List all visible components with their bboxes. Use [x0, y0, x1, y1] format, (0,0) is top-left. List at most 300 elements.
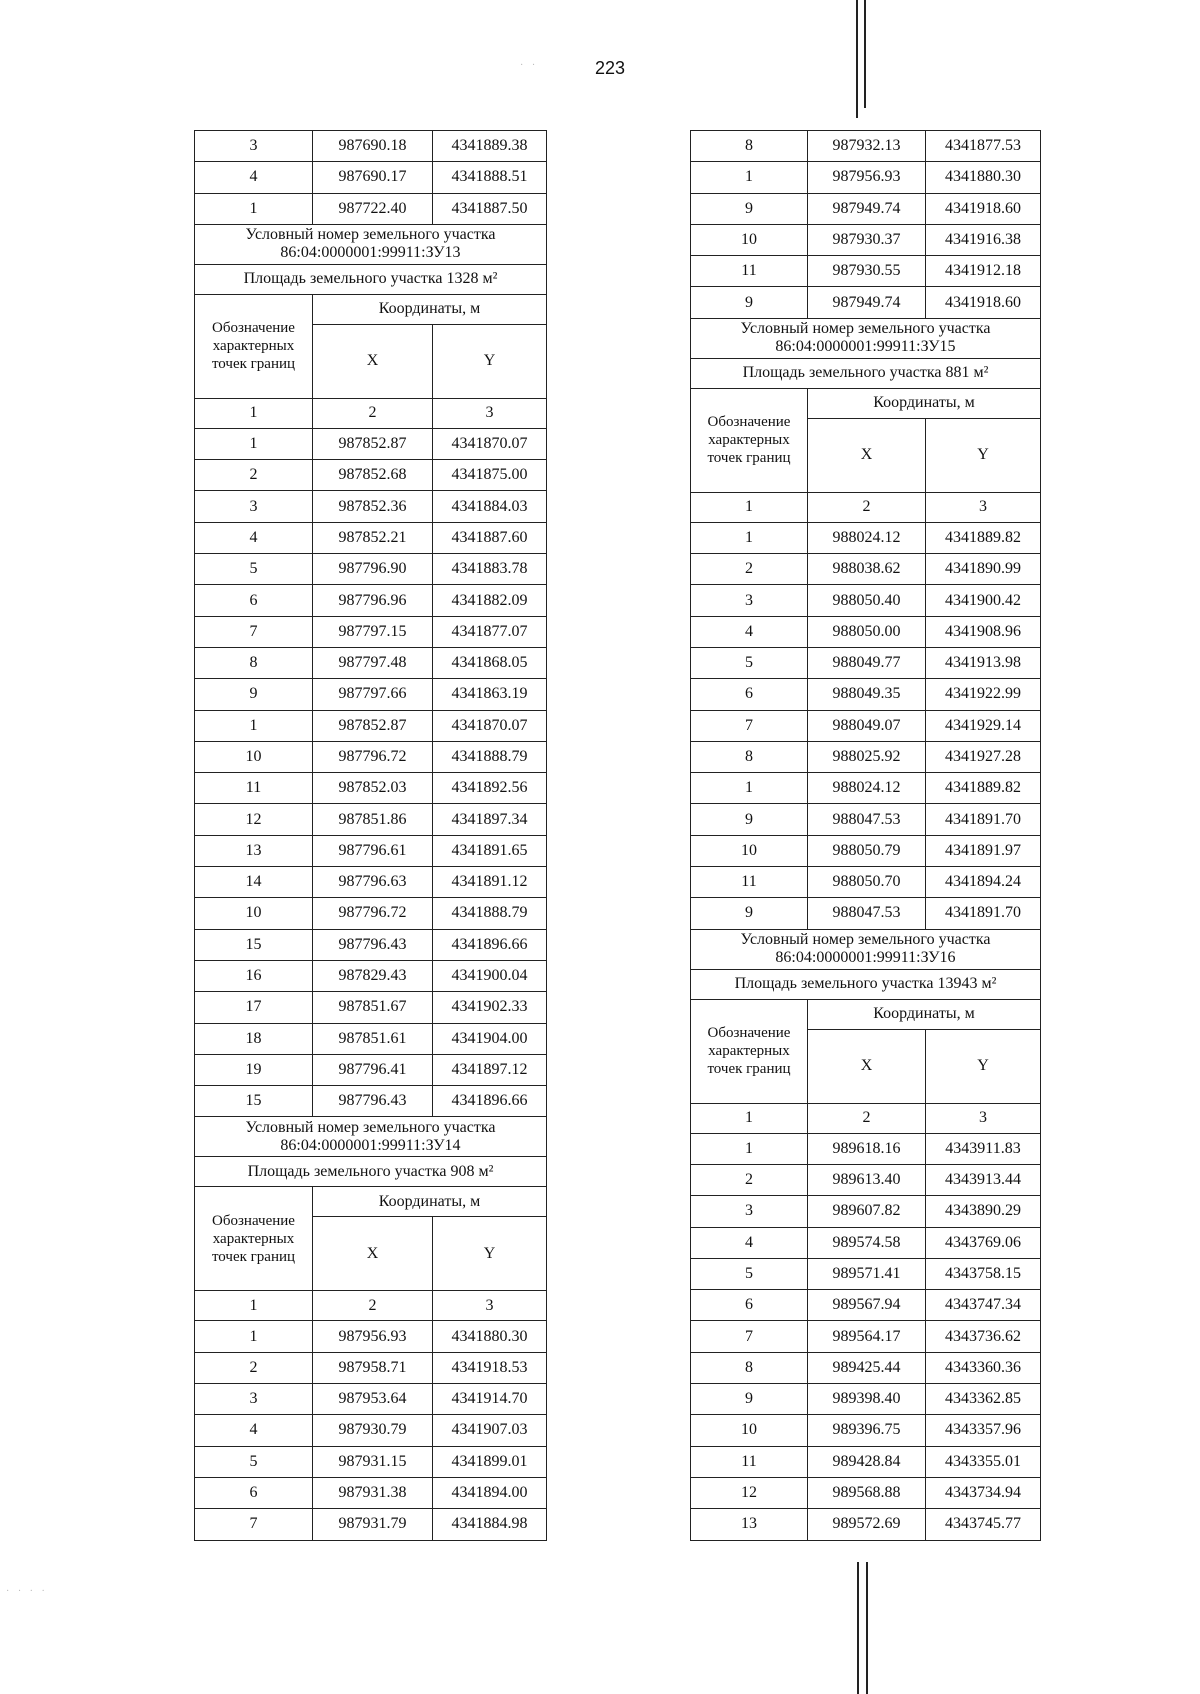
x-coordinate-cell: 989613.40 — [808, 1164, 926, 1195]
y-coordinate-cell: 4343758.15 — [926, 1258, 1041, 1289]
point-number-cell: 15 — [195, 929, 313, 960]
table-row — [691, 193, 1041, 224]
y-coordinate-cell: 4341888.51 — [433, 162, 547, 193]
coordinates-header: Координаты, м — [313, 1187, 547, 1217]
table-row — [195, 647, 547, 678]
x-coordinate-cell: 987956.93 — [808, 162, 926, 193]
y-coordinate-cell: 4341891.12 — [433, 867, 547, 898]
point-number-cell: 7 — [691, 710, 808, 741]
x-coordinate-cell: 987796.43 — [313, 1086, 433, 1117]
y-coordinate-cell: 4341891.97 — [926, 835, 1041, 866]
y-coordinate-cell: 4341877.53 — [926, 131, 1041, 162]
x-coordinate-cell: 987949.74 — [808, 287, 926, 318]
point-number-cell: 5 — [691, 1258, 808, 1289]
x-coordinate-cell: 989571.41 — [808, 1258, 926, 1289]
y-coordinate-cell: 4343355.01 — [926, 1446, 1041, 1477]
table-row — [691, 287, 1041, 318]
point-number-cell: 9 — [691, 898, 808, 929]
table-row — [195, 428, 547, 459]
table-row — [691, 131, 1041, 162]
point-number-cell: 10 — [691, 1415, 808, 1446]
scan-edge-line — [866, 1562, 868, 1694]
y-coordinate-cell: 4341884.98 — [433, 1509, 547, 1540]
x-coordinate-cell: 988038.62 — [808, 554, 926, 585]
column-number-3: 3 — [926, 492, 1041, 522]
y-coordinate-cell: 4341889.82 — [926, 522, 1041, 553]
y-coordinate-cell: 4341916.38 — [926, 224, 1041, 255]
y-coordinate-cell: 4341896.66 — [433, 1086, 547, 1117]
x-coordinate-cell: 987930.55 — [808, 256, 926, 287]
y-coordinate-cell: 4343890.29 — [926, 1196, 1041, 1227]
point-number-cell: 1 — [195, 710, 313, 741]
y-coordinate-cell: 4341889.82 — [926, 773, 1041, 804]
y-coordinate-cell: 4343362.85 — [926, 1384, 1041, 1415]
x-header: X — [808, 1029, 926, 1103]
table-row — [691, 867, 1041, 898]
scan-edge-line — [864, 0, 866, 108]
column-number-1: 1 — [195, 1291, 313, 1321]
x-coordinate-cell: 987931.15 — [313, 1446, 433, 1477]
x-coordinate-cell: 987931.38 — [313, 1477, 433, 1508]
y-coordinate-cell: 4341894.24 — [926, 867, 1041, 898]
table-row — [691, 898, 1041, 929]
x-coordinate-cell: 988047.53 — [808, 804, 926, 835]
x-coordinate-cell: 989396.75 — [808, 1415, 926, 1446]
point-number-cell: 3 — [195, 1384, 313, 1415]
x-header: X — [313, 324, 433, 398]
x-coordinate-cell: 987797.48 — [313, 647, 433, 678]
y-coordinate-cell: 4343745.77 — [926, 1509, 1041, 1540]
x-coordinate-cell: 987852.87 — [313, 710, 433, 741]
point-number-cell: 1 — [195, 193, 313, 224]
table-row — [691, 1321, 1041, 1352]
point-number-cell: 13 — [195, 835, 313, 866]
column-number-1: 1 — [691, 1103, 808, 1133]
y-coordinate-cell: 4341868.05 — [433, 647, 547, 678]
point-number-cell: 1 — [691, 162, 808, 193]
x-coordinate-cell: 987796.72 — [313, 741, 433, 772]
y-coordinate-cell: 4341891.70 — [926, 804, 1041, 835]
y-coordinate-cell: 4341900.42 — [926, 585, 1041, 616]
parcel-area: Площадь земельного участка 881 м² — [691, 358, 1041, 388]
x-coordinate-cell: 987851.86 — [313, 804, 433, 835]
y-coordinate-cell: 4341894.00 — [433, 1477, 547, 1508]
x-coordinate-cell: 987852.87 — [313, 428, 433, 459]
point-number-cell: 15 — [195, 1086, 313, 1117]
y-header: Y — [433, 324, 547, 398]
point-number-cell: 18 — [195, 1023, 313, 1054]
x-coordinate-cell: 987796.63 — [313, 867, 433, 898]
y-coordinate-cell: 4341907.03 — [433, 1415, 547, 1446]
point-number-cell: 8 — [691, 131, 808, 162]
x-coordinate-cell: 987930.79 — [313, 1415, 433, 1446]
table-row — [195, 491, 547, 522]
scan-edge-line — [856, 0, 858, 118]
point-number-cell: 13 — [691, 1509, 808, 1540]
table-row — [691, 710, 1041, 741]
point-number-cell: 16 — [195, 960, 313, 991]
y-coordinate-cell: 4343360.36 — [926, 1352, 1041, 1383]
designation-header: Обозначение характерных точек границ — [691, 388, 808, 492]
point-number-cell: 3 — [691, 585, 808, 616]
point-number-cell: 9 — [691, 1384, 808, 1415]
y-coordinate-cell: 4341880.30 — [433, 1321, 547, 1352]
table-row — [691, 773, 1041, 804]
table-row — [691, 522, 1041, 553]
y-header: Y — [926, 1029, 1041, 1103]
point-number-cell: 6 — [195, 1477, 313, 1508]
designation-header: Обозначение характерных точек границ — [195, 1187, 313, 1291]
y-coordinate-cell: 4341918.60 — [926, 193, 1041, 224]
y-coordinate-cell: 4341918.53 — [433, 1352, 547, 1383]
table-row — [691, 1384, 1041, 1415]
y-coordinate-cell: 4341900.04 — [433, 960, 547, 991]
table-row — [195, 1086, 547, 1117]
table-row — [691, 1133, 1041, 1164]
point-number-cell: 2 — [691, 1164, 808, 1195]
point-number-cell: 4 — [691, 1227, 808, 1258]
point-number-cell: 11 — [195, 773, 313, 804]
y-coordinate-cell: 4341863.19 — [433, 679, 547, 710]
x-coordinate-cell: 987796.90 — [313, 554, 433, 585]
table-row — [195, 1415, 547, 1446]
y-coordinate-cell: 4341883.78 — [433, 554, 547, 585]
table-row — [195, 992, 547, 1023]
y-coordinate-cell: 4341897.34 — [433, 804, 547, 835]
y-coordinate-cell: 4341887.50 — [433, 193, 547, 224]
x-coordinate-cell: 989572.69 — [808, 1509, 926, 1540]
point-number-cell: 11 — [691, 256, 808, 287]
point-number-cell: 1 — [691, 773, 808, 804]
x-coordinate-cell: 988050.40 — [808, 585, 926, 616]
scan-noise: · · — [520, 60, 539, 71]
parcel-area: Площадь земельного участка 1328 м² — [195, 264, 547, 294]
y-header: Y — [926, 418, 1041, 492]
column-number-3: 3 — [926, 1103, 1041, 1133]
coordinates-header: Координаты, м — [808, 999, 1041, 1029]
x-coordinate-cell: 987796.72 — [313, 898, 433, 929]
x-coordinate-cell: 987796.43 — [313, 929, 433, 960]
table-row — [195, 741, 547, 772]
x-coordinate-cell: 987852.03 — [313, 773, 433, 804]
point-number-cell: 2 — [195, 1352, 313, 1383]
y-coordinate-cell: 4341870.07 — [433, 428, 547, 459]
point-number-cell: 5 — [691, 647, 808, 678]
x-coordinate-cell: 987852.36 — [313, 491, 433, 522]
column-number-1: 1 — [195, 398, 313, 428]
x-coordinate-cell: 988049.77 — [808, 647, 926, 678]
x-coordinate-cell: 988024.12 — [808, 773, 926, 804]
y-header: Y — [433, 1217, 547, 1291]
table-row — [691, 647, 1041, 678]
x-coordinate-cell: 987797.15 — [313, 616, 433, 647]
y-coordinate-cell: 4343734.94 — [926, 1477, 1041, 1508]
point-number-cell: 8 — [691, 1352, 808, 1383]
point-number-cell: 8 — [691, 741, 808, 772]
parcel-number-title: Условный номер земельного участка 86:04:0000001:99911:ЗУ15 — [691, 318, 1041, 358]
parcel-area: Площадь земельного участка 13943 м² — [691, 969, 1041, 999]
x-coordinate-cell: 988050.70 — [808, 867, 926, 898]
x-coordinate-cell: 987851.67 — [313, 992, 433, 1023]
x-coordinate-cell: 988024.12 — [808, 522, 926, 553]
y-coordinate-cell: 4341912.18 — [926, 256, 1041, 287]
column-number-2: 2 — [313, 1291, 433, 1321]
x-coordinate-cell: 987949.74 — [808, 193, 926, 224]
point-number-cell: 19 — [195, 1054, 313, 1085]
point-number-cell: 6 — [691, 1290, 808, 1321]
table-row — [691, 835, 1041, 866]
table-row — [691, 224, 1041, 255]
point-number-cell: 10 — [691, 224, 808, 255]
y-coordinate-cell: 4341870.07 — [433, 710, 547, 741]
y-coordinate-cell: 4341897.12 — [433, 1054, 547, 1085]
table-row — [195, 131, 547, 162]
x-coordinate-cell: 989568.88 — [808, 1477, 926, 1508]
point-number-cell: 9 — [691, 193, 808, 224]
y-coordinate-cell: 4341880.30 — [926, 162, 1041, 193]
x-coordinate-cell: 987829.43 — [313, 960, 433, 991]
point-number-cell: 9 — [691, 287, 808, 318]
table-row — [195, 804, 547, 835]
column-number-3: 3 — [433, 1291, 547, 1321]
point-number-cell: 1 — [691, 1133, 808, 1164]
table-row — [691, 1258, 1041, 1289]
point-number-cell: 7 — [195, 1509, 313, 1540]
column-number-2: 2 — [808, 492, 926, 522]
x-coordinate-cell: 989618.16 — [808, 1133, 926, 1164]
point-number-cell: 1 — [195, 1321, 313, 1352]
table-row — [195, 1321, 547, 1352]
x-coordinate-cell: 987690.17 — [313, 162, 433, 193]
point-number-cell: 10 — [691, 835, 808, 866]
y-coordinate-cell: 4341891.65 — [433, 835, 547, 866]
point-number-cell: 4 — [195, 522, 313, 553]
point-number-cell: 6 — [691, 679, 808, 710]
x-coordinate-cell: 987690.18 — [313, 131, 433, 162]
x-header: X — [808, 418, 926, 492]
x-coordinate-cell: 989567.94 — [808, 1290, 926, 1321]
point-number-cell: 8 — [195, 647, 313, 678]
point-number-cell: 5 — [195, 1446, 313, 1477]
table-row — [195, 1509, 547, 1540]
table-row — [691, 1164, 1041, 1195]
y-coordinate-cell: 4341891.70 — [926, 898, 1041, 929]
table-row — [195, 1054, 547, 1085]
y-coordinate-cell: 4341892.56 — [433, 773, 547, 804]
table-row — [195, 867, 547, 898]
point-number-cell: 2 — [691, 554, 808, 585]
y-coordinate-cell: 4341918.60 — [926, 287, 1041, 318]
x-coordinate-cell: 987932.13 — [808, 131, 926, 162]
designation-header: Обозначение характерных точек границ — [691, 999, 808, 1103]
x-coordinate-cell: 988047.53 — [808, 898, 926, 929]
table-row — [195, 460, 547, 491]
point-number-cell: 7 — [195, 616, 313, 647]
x-coordinate-cell: 988050.79 — [808, 835, 926, 866]
point-number-cell: 9 — [195, 679, 313, 710]
table-row — [691, 1227, 1041, 1258]
y-coordinate-cell: 4343736.62 — [926, 1321, 1041, 1352]
table-row — [691, 741, 1041, 772]
table-row — [691, 1290, 1041, 1321]
point-number-cell: 10 — [195, 741, 313, 772]
x-coordinate-cell: 987930.37 — [808, 224, 926, 255]
column-number-2: 2 — [313, 398, 433, 428]
x-coordinate-cell: 987797.66 — [313, 679, 433, 710]
x-coordinate-cell: 988049.07 — [808, 710, 926, 741]
x-coordinate-cell: 989428.84 — [808, 1446, 926, 1477]
table-row — [195, 1446, 547, 1477]
point-number-cell: 17 — [195, 992, 313, 1023]
left-coordinates-table — [194, 130, 546, 1541]
y-coordinate-cell: 4341927.28 — [926, 741, 1041, 772]
table-row — [691, 554, 1041, 585]
table-row — [691, 1196, 1041, 1227]
right-coordinates-table — [690, 130, 1040, 1541]
table-row — [195, 898, 547, 929]
x-coordinate-cell: 988049.35 — [808, 679, 926, 710]
table-row — [691, 804, 1041, 835]
table-row — [691, 585, 1041, 616]
page-number: 223 — [594, 58, 626, 78]
parcel-number-title: Условный номер земельного участка 86:04:0000001:99911:ЗУ16 — [691, 929, 1041, 969]
table-row — [691, 616, 1041, 647]
x-coordinate-cell: 987852.21 — [313, 522, 433, 553]
point-number-cell: 6 — [195, 585, 313, 616]
scan-edge-line — [857, 1562, 859, 1694]
point-number-cell: 11 — [691, 867, 808, 898]
y-coordinate-cell: 4343911.83 — [926, 1133, 1041, 1164]
table-row — [195, 1384, 547, 1415]
x-coordinate-cell: 989607.82 — [808, 1196, 926, 1227]
table-row — [195, 193, 547, 224]
y-coordinate-cell: 4341877.07 — [433, 616, 547, 647]
table-row — [195, 1023, 547, 1054]
x-coordinate-cell: 987796.41 — [313, 1054, 433, 1085]
y-coordinate-cell: 4341914.70 — [433, 1384, 547, 1415]
point-number-cell: 1 — [691, 522, 808, 553]
point-number-cell: 3 — [195, 491, 313, 522]
x-coordinate-cell: 987958.71 — [313, 1352, 433, 1383]
column-number-3: 3 — [433, 398, 547, 428]
table-row — [195, 585, 547, 616]
table-row — [691, 1415, 1041, 1446]
y-coordinate-cell: 4341884.03 — [433, 491, 547, 522]
x-coordinate-cell: 987956.93 — [313, 1321, 433, 1352]
y-coordinate-cell: 4341913.98 — [926, 647, 1041, 678]
y-coordinate-cell: 4341899.01 — [433, 1446, 547, 1477]
table-row — [691, 256, 1041, 287]
x-coordinate-cell: 989574.58 — [808, 1227, 926, 1258]
point-number-cell: 14 — [195, 867, 313, 898]
point-number-cell: 1 — [195, 428, 313, 459]
y-coordinate-cell: 4341904.00 — [433, 1023, 547, 1054]
point-number-cell: 4 — [195, 1415, 313, 1446]
point-number-cell: 2 — [195, 460, 313, 491]
x-coordinate-cell: 989564.17 — [808, 1321, 926, 1352]
y-coordinate-cell: 4341922.99 — [926, 679, 1041, 710]
point-number-cell: 4 — [195, 162, 313, 193]
y-coordinate-cell: 4341882.09 — [433, 585, 547, 616]
column-number-1: 1 — [691, 492, 808, 522]
parcel-number-title: Условный номер земельного участка 86:04:0000001:99911:ЗУ14 — [195, 1117, 547, 1157]
point-number-cell: 4 — [691, 616, 808, 647]
x-coordinate-cell: 987722.40 — [313, 193, 433, 224]
y-coordinate-cell: 4343913.44 — [926, 1164, 1041, 1195]
coordinates-header: Координаты, м — [808, 388, 1041, 418]
point-number-cell: 12 — [195, 804, 313, 835]
y-coordinate-cell: 4341889.38 — [433, 131, 547, 162]
x-coordinate-cell: 987953.64 — [313, 1384, 433, 1415]
table-row — [691, 1352, 1041, 1383]
table-row — [195, 679, 547, 710]
x-coordinate-cell: 987852.68 — [313, 460, 433, 491]
point-number-cell: 3 — [195, 131, 313, 162]
table-row — [195, 1352, 547, 1383]
y-coordinate-cell: 4341896.66 — [433, 929, 547, 960]
table-row — [691, 162, 1041, 193]
y-coordinate-cell: 4341887.60 — [433, 522, 547, 553]
point-number-cell: 10 — [195, 898, 313, 929]
parcel-number-title: Условный номер земельного участка 86:04:0000001:99911:ЗУ13 — [195, 224, 547, 264]
x-coordinate-cell: 987851.61 — [313, 1023, 433, 1054]
table-row — [195, 960, 547, 991]
table-row — [195, 929, 547, 960]
point-number-cell: 9 — [691, 804, 808, 835]
column-number-2: 2 — [808, 1103, 926, 1133]
table-row — [195, 710, 547, 741]
x-header: X — [313, 1217, 433, 1291]
point-number-cell: 12 — [691, 1477, 808, 1508]
point-number-cell: 11 — [691, 1446, 808, 1477]
x-coordinate-cell: 989398.40 — [808, 1384, 926, 1415]
point-number-cell: 5 — [195, 554, 313, 585]
designation-header: Обозначение характерных точек границ — [195, 294, 313, 398]
x-coordinate-cell: 987931.79 — [313, 1509, 433, 1540]
x-coordinate-cell: 987796.96 — [313, 585, 433, 616]
coordinates-header: Координаты, м — [313, 294, 547, 324]
y-coordinate-cell: 4341875.00 — [433, 460, 547, 491]
parcel-area: Площадь земельного участка 908 м² — [195, 1157, 547, 1187]
x-coordinate-cell: 989425.44 — [808, 1352, 926, 1383]
table-row — [195, 773, 547, 804]
y-coordinate-cell: 4341888.79 — [433, 741, 547, 772]
point-number-cell: 3 — [691, 1196, 808, 1227]
table-row — [195, 554, 547, 585]
table-row — [691, 1446, 1041, 1477]
table-row — [195, 616, 547, 647]
table-row — [691, 679, 1041, 710]
table-row — [195, 522, 547, 553]
y-coordinate-cell: 4341908.96 — [926, 616, 1041, 647]
table-row — [691, 1477, 1041, 1508]
y-coordinate-cell: 4343747.34 — [926, 1290, 1041, 1321]
point-number-cell: 7 — [691, 1321, 808, 1352]
scan-noise: · · · · — [6, 1586, 48, 1597]
y-coordinate-cell: 4341890.99 — [926, 554, 1041, 585]
x-coordinate-cell: 988050.00 — [808, 616, 926, 647]
x-coordinate-cell: 987796.61 — [313, 835, 433, 866]
y-coordinate-cell: 4343357.96 — [926, 1415, 1041, 1446]
y-coordinate-cell: 4341902.33 — [433, 992, 547, 1023]
table-row — [195, 835, 547, 866]
table-row — [195, 162, 547, 193]
table-row — [691, 1509, 1041, 1540]
x-coordinate-cell: 988025.92 — [808, 741, 926, 772]
y-coordinate-cell: 4341929.14 — [926, 710, 1041, 741]
y-coordinate-cell: 4341888.79 — [433, 898, 547, 929]
y-coordinate-cell: 4343769.06 — [926, 1227, 1041, 1258]
